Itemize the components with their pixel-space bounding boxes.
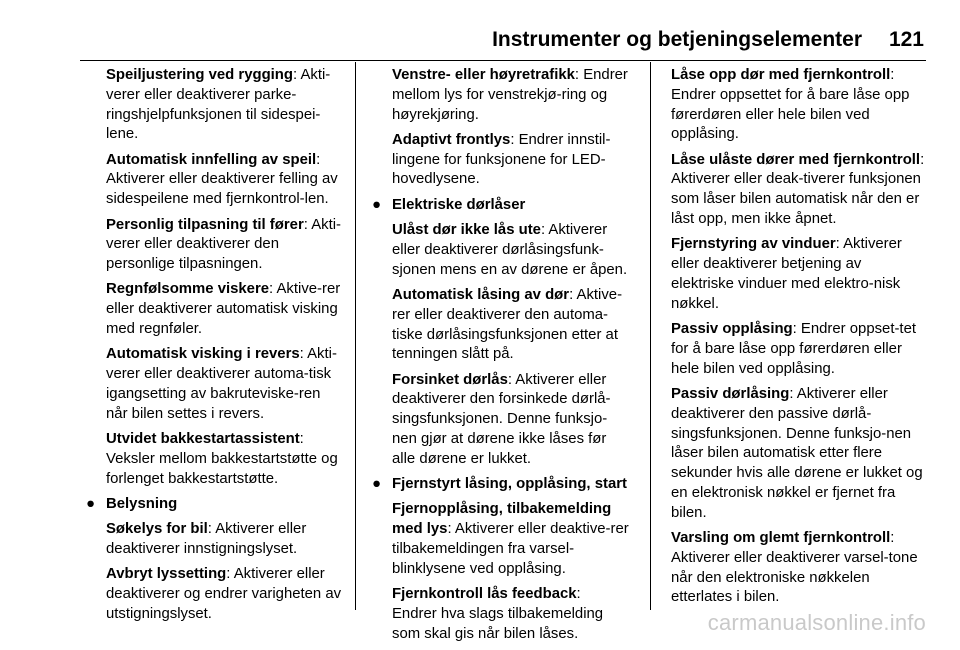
bullet-label: Belysning xyxy=(106,495,178,512)
page-title: Instrumenter og betjeningselementer xyxy=(492,28,862,51)
setting-name: Avbryt lyssetting xyxy=(106,566,227,583)
setting-name: Passiv dørlåsing xyxy=(671,385,790,402)
setting-description: : Akti-verer eller deaktiverer automa-tisk igangsetting av bakruteviske-ren når bilen settes i revers. xyxy=(106,346,337,422)
setting-name: Automatisk visking i revers xyxy=(106,346,300,363)
setting-name: Passiv opplåsing xyxy=(671,321,793,338)
setting-paragraph xyxy=(374,66,629,125)
setting-paragraph xyxy=(671,320,926,379)
watermark: carmanualsonline.info xyxy=(707,610,926,635)
setting-paragraph xyxy=(88,565,343,624)
setting-description: : Aktiverer eller deak-tiverer funksjonen som låser bilen automatisk når den er låst opp, men ikke åpnet. xyxy=(671,151,925,228)
setting-name: Speiljustering ved rygging xyxy=(106,67,293,83)
setting-description: : Endrer hva slags tilbakemelding som skal gis når bilen låses. xyxy=(392,586,604,642)
setting-name: Utvidet bakkestartassistent xyxy=(106,431,300,448)
bullet-icon: ● xyxy=(372,196,381,213)
setting-paragraph xyxy=(374,500,629,579)
setting-name: Låse opp dør med fjernkontroll xyxy=(671,67,891,83)
bullet-heading xyxy=(374,475,629,495)
setting-description: : Aktiverer eller deaktiverer den forsinkede dørlå-singsfunksjonen. Denne funksjo-nen gjør at dørene ikke låses før alle dørene er lukket. xyxy=(392,371,611,467)
setting-paragraph xyxy=(88,151,343,210)
setting-paragraph xyxy=(671,66,926,145)
setting-description: : Aktiverer eller deaktiverer betjening av elektriske vinduer med elektro-nisk nøkkel. xyxy=(671,236,902,312)
setting-name: Venstre- eller høyretrafikk xyxy=(392,67,575,83)
column-divider xyxy=(650,62,651,610)
setting-name: Regnfølsomme viskere xyxy=(106,281,270,298)
setting-paragraph xyxy=(671,151,926,230)
setting-description: : Aktiverer eller deaktiverer felling av sidespeilene med fjernkontrol-len. xyxy=(106,151,338,208)
setting-description: : Aktiverer eller deaktiverer og endrer varigheten av utstigningslyset. xyxy=(106,566,342,622)
setting-description: : Aktive-rer eller deaktiverer den automa-tiske dørlåsingsfunksjonen etter at tenningen slått på. xyxy=(392,286,623,363)
bullet-heading xyxy=(88,495,343,515)
bullet-heading xyxy=(374,196,629,216)
setting-paragraph xyxy=(671,235,926,314)
setting-name: Ulåst dør ikke lås ute xyxy=(392,222,541,239)
setting-description: : Akti-verer eller deaktiverer den personlige tilpasningen. xyxy=(106,216,341,273)
setting-paragraph xyxy=(374,131,629,190)
page-number: 121 xyxy=(888,28,924,51)
setting-description: : Endrer innstil-lingene for funksjonene for LED-hovedlysene. xyxy=(392,131,611,188)
header-divider xyxy=(80,60,926,61)
bullet-icon: ● xyxy=(372,476,381,493)
text-column-1 xyxy=(88,66,343,630)
setting-name: Søkelys for bil xyxy=(106,521,208,538)
column-divider xyxy=(355,62,356,610)
setting-paragraph xyxy=(88,520,343,560)
setting-paragraph xyxy=(88,66,343,145)
setting-description: : Aktive-rer eller deaktiverer automatisk visking med regnføler. xyxy=(106,281,341,338)
setting-name: Automatisk låsing av dør xyxy=(392,286,570,303)
setting-paragraph xyxy=(374,221,629,280)
setting-description: : Aktiverer eller deaktiverer dørlåsingsfunk-sjonen mens en av dørene er åpen. xyxy=(392,222,628,278)
setting-name: Fjernkontroll lås feedback xyxy=(392,586,577,603)
setting-description: : Veksler mellom bakkestartstøtte og forlenget bakkestartstøtte. xyxy=(106,431,338,487)
setting-name: Automatisk innfelling av speil xyxy=(106,151,317,168)
setting-paragraph xyxy=(671,529,926,608)
bullet-label: Fjernstyrt låsing, opplåsing, start xyxy=(392,476,627,493)
setting-paragraph xyxy=(88,345,343,424)
setting-name: Varsling om glemt fjernkontroll xyxy=(671,530,891,547)
bullet-label: Elektriske dørlåser xyxy=(392,196,526,213)
setting-name: Fjernopplåsing, tilbakemelding med lys xyxy=(392,501,612,538)
setting-description: : Akti-verer eller deaktiverer parke-ringshjelpfunksjonen til sidespei-lene. xyxy=(106,67,331,143)
setting-description: : Aktiverer eller deaktiverer innstigningslyset. xyxy=(106,521,307,558)
setting-description: : Aktiverer eller deaktiverer den passive dørlå-singsfunksjonen. Denne funksjo-nen låser bilen automatisk etter flere sekunder hvis alle dørene er lukket og en elektronisk nøkkel er fjernet fra bilen. xyxy=(671,385,923,521)
text-column-2 xyxy=(374,66,629,650)
setting-description: : Endrer oppsettet for å bare låse opp førerdøren eller hele bilen ved opplåsing. xyxy=(671,67,910,143)
setting-name: Låse ulåste dører med fjernkontroll xyxy=(671,151,921,168)
setting-paragraph xyxy=(88,280,343,339)
setting-name: Fjernstyring av vinduer xyxy=(671,236,836,253)
setting-paragraph xyxy=(374,286,629,365)
setting-name: Personlig tilpasning til fører xyxy=(106,216,304,233)
setting-description: : Endrer mellom lys for venstrekjø-ring og høyrekjøring. xyxy=(392,67,628,123)
setting-description: : Aktiverer eller deaktive-rer tilbakemeldingen fra varsel-blinklysene ved opplåsing. xyxy=(392,521,629,577)
setting-paragraph xyxy=(374,371,629,470)
setting-name: Forsinket dørlås xyxy=(392,371,508,388)
setting-description: : Aktiverer eller deaktiverer varsel-tone når den elektroniske nøkkelen etterlates i bilen. xyxy=(671,530,918,606)
setting-paragraph xyxy=(88,430,343,489)
setting-paragraph xyxy=(374,585,629,644)
setting-paragraph xyxy=(88,216,343,275)
page-header xyxy=(0,0,960,62)
text-column-3 xyxy=(671,66,926,614)
bullet-icon: ● xyxy=(86,495,95,512)
setting-paragraph xyxy=(671,385,926,524)
setting-description: : Endrer oppset-tet for å bare låse opp førerdøren eller hele bilen ved opplåsing. xyxy=(671,321,916,377)
setting-name: Adaptivt frontlys xyxy=(392,131,511,148)
